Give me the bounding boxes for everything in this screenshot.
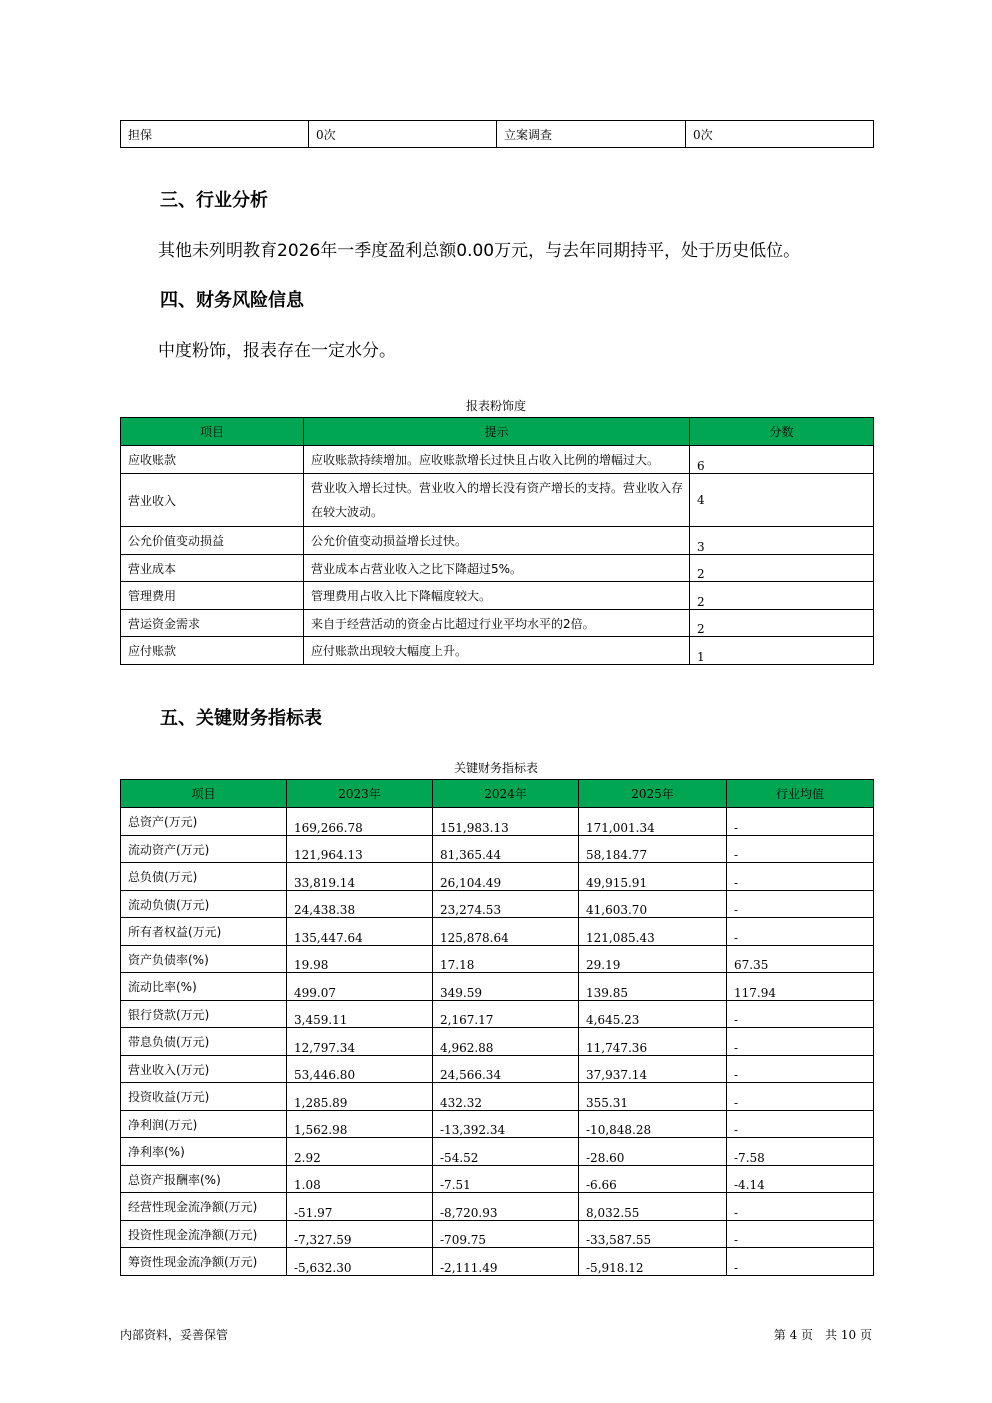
value-industry-avg: - [727, 1248, 874, 1276]
value-2024: 17.18 [433, 946, 579, 973]
value-2023: -51.97 [287, 1193, 433, 1221]
guarantee-value: 0次 [309, 121, 497, 148]
table-row [121, 1221, 874, 1248]
value-industry-avg: - [727, 808, 874, 836]
value-2024: 432.32 [433, 1083, 579, 1111]
value-industry-avg: - [727, 1028, 874, 1056]
metric-name: 银行贷款(万元) [121, 1001, 287, 1028]
value-2024: 26,104.49 [433, 863, 579, 891]
value-2023: 121,964.13 [287, 836, 433, 863]
header-item: 项目 [121, 780, 287, 808]
value-2023: 19.98 [287, 946, 433, 973]
table-row [121, 121, 874, 148]
value-2024: 125,878.64 [433, 918, 579, 946]
guarantee-table [120, 120, 874, 148]
investigation-value: 0次 [686, 121, 874, 148]
value-2025: -33,587.55 [579, 1221, 727, 1248]
risk-hint: 公允价值变动损益增长过快。 [304, 527, 690, 555]
value-industry-avg: - [727, 918, 874, 946]
value-2023: -7,327.59 [287, 1221, 433, 1248]
footer-confidential: 内部资料，妥善保管 [120, 1328, 229, 1342]
table-row [121, 918, 874, 946]
table-row [121, 973, 874, 1001]
metric-name: 净利润(万元) [121, 1111, 287, 1138]
section-heading-industry: 三、行业分析 [160, 190, 268, 211]
value-2025: 49,915.91 [579, 863, 727, 891]
risk-hint: 应收账款持续增加。应收账款增长过快且占收入比例的增幅过大。 [304, 446, 690, 474]
header-item: 项目 [121, 418, 304, 446]
value-industry-avg: - [727, 1111, 874, 1138]
risk-item: 应付账款 [121, 637, 304, 665]
value-2023: 169,266.78 [287, 808, 433, 836]
value-industry-avg: - [727, 1083, 874, 1111]
value-industry-avg: - [727, 1193, 874, 1221]
value-2023: 53,446.80 [287, 1056, 433, 1083]
metric-name: 总资产(万元) [121, 808, 287, 836]
metric-name: 投资性现金流净额(万元) [121, 1221, 287, 1248]
value-2024: 2,167.17 [433, 1001, 579, 1028]
table-row [121, 1138, 874, 1166]
metric-name: 带息负债(万元) [121, 1028, 287, 1056]
risk-score: 3 [690, 527, 874, 555]
value-2023: 499.07 [287, 973, 433, 1001]
table-row [121, 891, 874, 918]
header-2023: 2023年 [287, 780, 433, 808]
header-industry-avg: 行业均值 [727, 780, 874, 808]
fin-table-caption: 关键财务指标表 [453, 761, 538, 775]
value-industry-avg: - [727, 891, 874, 918]
metric-name: 所有者权益(万元) [121, 918, 287, 946]
value-2025: 171,001.34 [579, 808, 727, 836]
table-row [121, 946, 874, 973]
risk-item: 应收账款 [121, 446, 304, 474]
header-hint: 提示 [304, 418, 690, 446]
value-industry-avg: - [727, 1221, 874, 1248]
table-row [121, 1193, 874, 1221]
metric-name: 总资产报酬率(%) [121, 1166, 287, 1193]
metric-name: 筹资性现金流净额(万元) [121, 1248, 287, 1276]
value-2025: 58,184.77 [579, 836, 727, 863]
table-header-row [121, 780, 874, 808]
value-industry-avg: - [727, 1001, 874, 1028]
value-industry-avg: - [727, 1056, 874, 1083]
value-2024: 151,983.13 [433, 808, 579, 836]
risk-hint: 来自于经营活动的资金占比超过行业平均水平的2倍。 [304, 610, 690, 637]
table-row [121, 446, 874, 474]
industry-analysis-text: 其他未列明教育2026年一季度盈利总额0.00万元，与去年同期持平，处于历史低位。 [158, 241, 801, 261]
value-2023: 24,438.38 [287, 891, 433, 918]
page-number [774, 1326, 872, 1343]
risk-table [120, 417, 874, 665]
metric-name: 净利率(%) [121, 1138, 287, 1166]
value-2023: 33,819.14 [287, 863, 433, 891]
metric-name: 流动比率(%) [121, 973, 287, 1001]
table-row [121, 808, 874, 836]
value-2024: -7.51 [433, 1166, 579, 1193]
value-2024: 4,962.88 [433, 1028, 579, 1056]
risk-hint: 应付账款出现较大幅度上升。 [304, 637, 690, 665]
value-2024: -13,392.34 [433, 1111, 579, 1138]
metric-name: 流动资产(万元) [121, 836, 287, 863]
investigation-label: 立案调查 [497, 121, 686, 148]
table-row [121, 527, 874, 555]
metric-name: 流动负债(万元) [121, 891, 287, 918]
table-row [121, 1083, 874, 1111]
table-row [121, 1001, 874, 1028]
page-suffix: 页 [859, 1328, 872, 1342]
value-2023: 1,285.89 [287, 1083, 433, 1111]
value-2024: -54.52 [433, 1138, 579, 1166]
risk-score: 6 [690, 446, 874, 474]
value-2023: 1,562.98 [287, 1111, 433, 1138]
risk-item: 公允价值变动损益 [121, 527, 304, 555]
value-2024: -709.75 [433, 1221, 579, 1248]
table-row [121, 1028, 874, 1056]
metric-name: 总负债(万元) [121, 863, 287, 891]
risk-hint: 管理费用占收入比下降幅度较大。 [304, 582, 690, 610]
value-2025: 355.31 [579, 1083, 727, 1111]
table-row [121, 1248, 874, 1276]
value-industry-avg: -7.58 [727, 1138, 874, 1166]
value-2024: -2,111.49 [433, 1248, 579, 1276]
value-2023: 12,797.34 [287, 1028, 433, 1056]
value-industry-avg: - [727, 863, 874, 891]
table-row [121, 1166, 874, 1193]
value-industry-avg: - [727, 836, 874, 863]
value-2023: -5,632.30 [287, 1248, 433, 1276]
risk-score: 1 [690, 637, 874, 665]
value-2025: -10,848.28 [579, 1111, 727, 1138]
table-row [121, 582, 874, 610]
value-2023: 3,459.11 [287, 1001, 433, 1028]
value-2025: 139.85 [579, 973, 727, 1001]
value-2025: 29.19 [579, 946, 727, 973]
current-page: 4 [789, 1328, 798, 1342]
table-row [121, 637, 874, 665]
value-2025: -5,918.12 [579, 1248, 727, 1276]
risk-score: 2 [690, 610, 874, 637]
value-2024: 81,365.44 [433, 836, 579, 863]
risk-score: 4 [690, 474, 874, 527]
risk-item: 管理费用 [121, 582, 304, 610]
risk-table-caption: 报表粉饰度 [465, 399, 526, 413]
risk-score: 2 [690, 582, 874, 610]
header-2025: 2025年 [579, 780, 727, 808]
table-row [121, 555, 874, 582]
value-2025: 8,032.55 [579, 1193, 727, 1221]
value-2025: 41,603.70 [579, 891, 727, 918]
value-2023: 135,447.64 [287, 918, 433, 946]
value-2024: -8,720.93 [433, 1193, 579, 1221]
total-pages: 10 [840, 1328, 857, 1342]
value-2025: 11,747.36 [579, 1028, 727, 1056]
table-row [121, 863, 874, 891]
value-2023: 1.08 [287, 1166, 433, 1193]
page-mid: 页 共 [801, 1328, 838, 1342]
table-row [121, 836, 874, 863]
page-prefix: 第 [773, 1328, 786, 1342]
risk-item: 营业收入 [121, 474, 304, 527]
financial-metrics-table [120, 779, 874, 1276]
header-score: 分数 [690, 418, 874, 446]
metric-name: 资产负债率(%) [121, 946, 287, 973]
section-heading-key-metrics: 五、关键财务指标表 [160, 708, 322, 729]
value-2024: 23,274.53 [433, 891, 579, 918]
risk-hint: 营业收入增长过快。营业收入的增长没有资产增长的支持。营业收入存在较大波动。 [304, 474, 690, 527]
value-2025: 4,645.23 [579, 1001, 727, 1028]
value-2025: -6.66 [579, 1166, 727, 1193]
table-row [121, 474, 874, 527]
value-2024: 24,566.34 [433, 1056, 579, 1083]
value-industry-avg: -4.14 [727, 1166, 874, 1193]
value-2023: 2.92 [287, 1138, 433, 1166]
metric-name: 投资收益(万元) [121, 1083, 287, 1111]
value-industry-avg: 67.35 [727, 946, 874, 973]
value-2024: 349.59 [433, 973, 579, 1001]
risk-item: 营业成本 [121, 555, 304, 582]
value-2025: 37,937.14 [579, 1056, 727, 1083]
risk-hint: 营业成本占营业收入之比下降超过5%。 [304, 555, 690, 582]
value-industry-avg: 117.94 [727, 973, 874, 1001]
risk-score: 2 [690, 555, 874, 582]
value-2025: 121,085.43 [579, 918, 727, 946]
table-header-row [121, 418, 874, 446]
value-2025: -28.60 [579, 1138, 727, 1166]
header-2024: 2024年 [433, 780, 579, 808]
table-row [121, 1056, 874, 1083]
guarantee-label: 担保 [121, 121, 309, 148]
risk-summary-text: 中度粉饰，报表存在一定水分。 [158, 341, 396, 361]
table-row [121, 610, 874, 637]
section-heading-risk: 四、财务风险信息 [160, 290, 304, 311]
risk-item: 营运资金需求 [121, 610, 304, 637]
table-row [121, 1111, 874, 1138]
metric-name: 营业收入(万元) [121, 1056, 287, 1083]
metric-name: 经营性现金流净额(万元) [121, 1193, 287, 1221]
